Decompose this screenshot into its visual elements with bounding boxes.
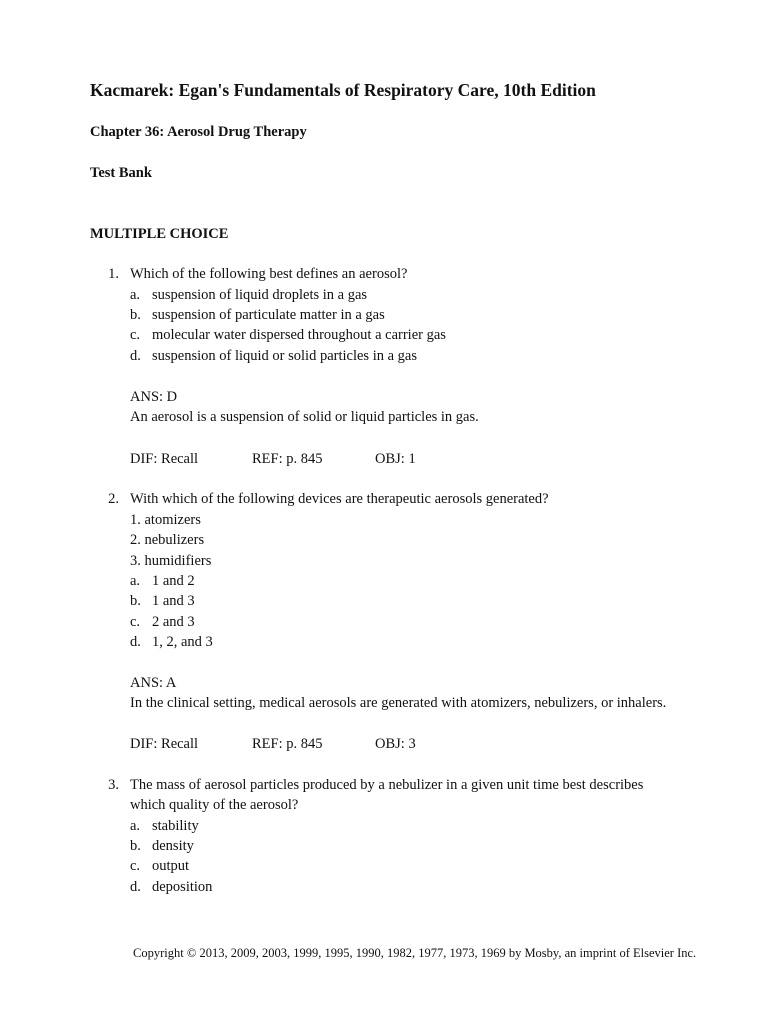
option-letter: d. [130,879,141,895]
document-title: Kacmarek: Egan's Fundamentals of Respiratory Care, 10th Edition [90,80,596,100]
option-text: stability [152,818,199,834]
option-text: suspension of liquid or solid particles in a gas [152,348,417,364]
answer-option [130,305,385,325]
option-text: density [152,838,194,854]
option-text: 1 and 3 [152,593,195,609]
option-letter: a. [130,818,141,834]
option-letter: b. [130,307,141,323]
objective-label: OBJ: 3 [375,736,416,752]
copyright-footer: Copyright © 2013, 2009, 2003, 1999, 1995, 1990, 1982, 1977, 1973, 1969 by Mosby, an imprint of Elsevier Inc. [133,946,697,960]
answer-rationale: In the clinical setting, medical aerosols are generated with atomizers, nebulizers, or inhalers. [130,695,667,711]
question-item: 3. humidifiers [130,553,212,569]
question-stem-continued: which quality of the aerosol? [130,797,299,813]
answer-option [130,632,213,652]
option-text: output [152,858,190,874]
question-number: 3. [108,777,119,793]
answer-option [130,877,212,897]
difficulty-label: DIF: Recall [130,736,199,752]
option-letter: c. [130,614,141,630]
option-text: deposition [152,879,213,895]
option-letter: a. [130,287,141,303]
answer-option [130,836,194,856]
question-item: 1. atomizers [130,512,201,528]
option-text: suspension of liquid droplets in a gas [152,287,368,303]
question-number: 1. [108,266,119,282]
option-letter: c. [130,327,141,343]
reference-label: REF: p. 845 [252,736,323,752]
answer-option [130,346,417,366]
option-letter: c. [130,858,141,874]
answer-option [130,856,189,876]
question-number: 2. [108,491,119,507]
answer-option [130,325,446,345]
option-letter: d. [130,634,141,650]
difficulty-label: DIF: Recall [130,451,199,467]
option-letter: a. [130,573,141,589]
option-letter: b. [130,593,141,609]
option-text: molecular water dispersed throughout a carrier gas [152,327,446,343]
answer-rationale: An aerosol is a suspension of solid or liquid particles in gas. [130,409,479,425]
answer-option [130,571,195,591]
answer-key: ANS: D [130,389,178,405]
chapter-heading: Chapter 36: Aerosol Drug Therapy [90,124,307,140]
question-stem: The mass of aerosol particles produced by a nebulizer in a given unit time best describes [130,777,644,793]
answer-option [130,285,367,305]
answer-key: ANS: A [130,675,177,691]
objective-label: OBJ: 1 [375,451,416,467]
question-stem: With which of the following devices are therapeutic aerosols generated? [130,491,549,507]
option-text: 1, 2, and 3 [152,634,213,650]
option-text: suspension of particulate matter in a gas [152,307,385,323]
question-stem: Which of the following best defines an aerosol? [130,266,408,282]
option-text: 2 and 3 [152,614,195,630]
test-bank-heading: Test Bank [90,165,152,181]
option-letter: d. [130,348,141,364]
option-text: 1 and 2 [152,573,195,589]
answer-option [130,612,195,632]
reference-label: REF: p. 845 [252,451,323,467]
section-heading: MULTIPLE CHOICE [90,226,229,242]
answer-option [130,591,195,611]
answer-option [130,816,199,836]
option-letter: b. [130,838,141,854]
question-item: 2. nebulizers [130,532,205,548]
